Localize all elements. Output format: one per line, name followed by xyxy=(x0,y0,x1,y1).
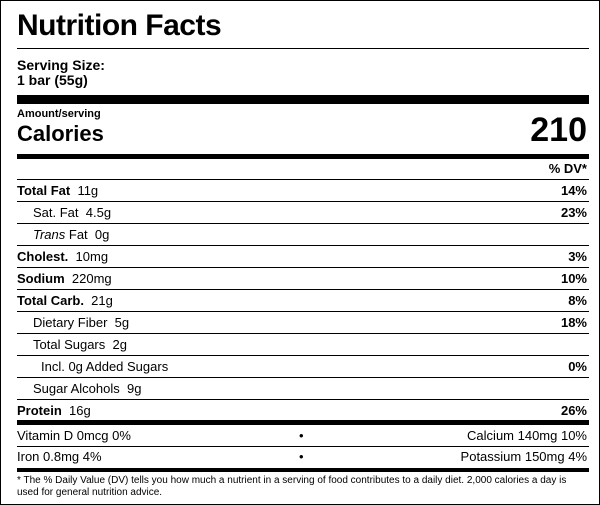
nutrient-name: Dietary Fiber xyxy=(33,315,108,330)
nutrient-dv: 14% xyxy=(560,183,587,198)
nutrient-dv: 3% xyxy=(568,249,587,264)
amount-per-serving: Amount/serving xyxy=(17,108,101,120)
nutrient-name: Fat xyxy=(68,227,88,242)
vitamin-left: Vitamin D 0mcg 0% xyxy=(17,428,131,443)
nutrient-name: Sodium xyxy=(17,271,65,286)
nutrient-dv: 0% xyxy=(568,359,587,374)
footnote: * The % Daily Value (DV) tells you how much a nutrient in a serving of food contributes to a daily diet. 2,000 calories a day is used for general nutrition advice. xyxy=(17,475,567,498)
nutrient-dv: 8% xyxy=(568,293,587,308)
nutrient-row-sodium xyxy=(17,267,589,290)
nutrient-name: Total Sugars xyxy=(33,337,106,352)
nutrient-dv: 10% xyxy=(560,271,587,286)
nutrient-dv: 23% xyxy=(560,205,587,220)
label-title: Nutrition Facts xyxy=(17,9,222,42)
vitamin-left: Iron 0.8mg 4% xyxy=(17,449,102,464)
daily-value-header: % DV* xyxy=(548,161,587,176)
nutrient-amount: 11g xyxy=(77,183,99,198)
nutrient-row-trans-fat xyxy=(17,223,589,246)
nutrient-row-added-sugars xyxy=(17,355,589,378)
nutrient-name: Total Fat xyxy=(17,183,71,198)
nutrient-name: Sugar Alcohols xyxy=(33,381,120,396)
nutrient-amount: 10mg xyxy=(75,249,109,264)
nutrient-amount: 9g xyxy=(126,381,142,396)
calories-value: 210 xyxy=(530,111,587,149)
nutrient-amount: 4.5g xyxy=(85,205,112,220)
nutrient-amount: 220mg xyxy=(71,271,112,286)
nutrient-amount: 16g xyxy=(69,403,91,418)
nutrient-row-sugar-alcohols xyxy=(17,377,589,400)
thick-rule-top xyxy=(17,95,589,104)
nutrient-name: Cholest. xyxy=(17,249,69,264)
nutrient-row-total-sugars xyxy=(17,333,589,356)
nutrient-row-sat-fat xyxy=(17,201,589,224)
calories-label: Calories xyxy=(17,121,104,146)
vitamin-right: Calcium 140mg 10% xyxy=(467,428,587,443)
nutrient-name: Protein xyxy=(17,403,62,418)
nutrient-row-total-fat xyxy=(17,179,589,202)
nutrient-row-cholesterol xyxy=(17,245,589,268)
title-rule xyxy=(17,48,589,49)
nutrient-amount: 5g xyxy=(114,315,130,330)
nutrient-name: Incl. 0g Added Sugars xyxy=(41,359,169,374)
bullet-separator: • xyxy=(299,449,304,464)
nutrient-dv: 26% xyxy=(560,403,587,418)
nutrient-amount: 2g xyxy=(112,337,127,352)
vitamin-row-1 xyxy=(17,425,589,447)
vitamin-right: Potassium 150mg 4% xyxy=(460,449,587,464)
calories-rule xyxy=(17,154,589,159)
serving-size-value: 1 bar (55g) xyxy=(17,72,88,88)
nutrient-amount: 21g xyxy=(91,293,113,308)
bullet-separator: • xyxy=(299,428,304,443)
nutrient-dv: 18% xyxy=(560,315,587,330)
nutrient-name-italic: Trans xyxy=(33,227,66,242)
vitamin-row-2 xyxy=(17,446,589,468)
serving-size-label: Serving Size: xyxy=(17,57,105,73)
nutrient-name: Sat. Fat xyxy=(33,205,79,220)
nutrient-name: Total Carb. xyxy=(17,293,84,308)
footnote-rule xyxy=(17,468,589,472)
nutrient-amount: 0g xyxy=(94,227,110,242)
nutrient-row-dietary-fiber xyxy=(17,311,589,334)
nutrient-row-protein xyxy=(17,399,589,422)
nutrient-row-total-carb xyxy=(17,289,589,312)
